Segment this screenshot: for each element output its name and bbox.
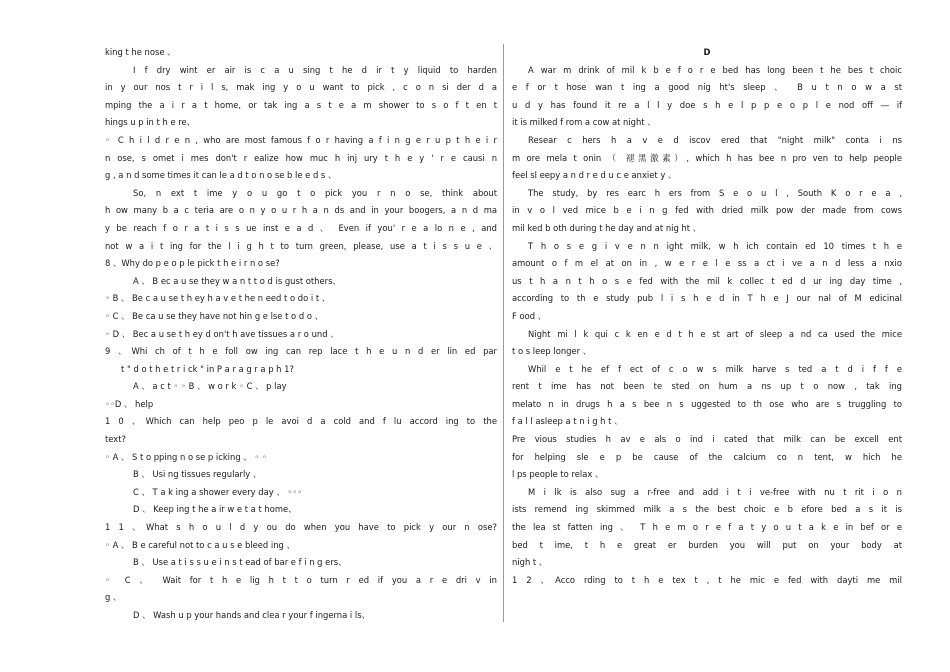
- right-line-17: t o s leep longer 、: [512, 346, 592, 357]
- left-line-24: B 、 Usi ng tissues regularly 、: [133, 469, 262, 480]
- left-line-2: in y our nos t r i l s, mak ing y o u want to pick , c o n si der d a: [105, 82, 497, 93]
- left-line-8: So, n ext t ime y o u go t o pick you r n o se, think about: [133, 187, 497, 198]
- left-line-9: h ow many b a c teria are o n y o u r h a n ds and in your boogers, a n d ma: [105, 205, 497, 216]
- right-line-20: melato n in drugs h a s bee n s uggested to th ose who are s truggling to: [512, 398, 902, 409]
- right-line-21: f a l l asleep a t n i g h t 、: [512, 416, 623, 427]
- left-line-26: D 、 Keep ing t he a ir w e t a t home、: [133, 504, 297, 515]
- column-divider: [503, 44, 504, 622]
- right-line-7: feel sl eepy a n d r e d u c e anxiet y 、: [512, 170, 677, 181]
- left-line-23: ◦ A 、 S t o pping n o se p icking 、 ◦ ◦: [105, 451, 267, 462]
- right-line-24: l ps people to relax 、: [512, 469, 604, 480]
- left-line-4: hings u p in t h e re、: [105, 117, 196, 128]
- left-line-19: A 、 a c t ◦ ◦ B 、 w o r k ◦ C 、 p lay: [133, 381, 287, 392]
- right-line-16: Night mi l k qui c k en e d t h e st art of sleep a nd ca used the mice: [528, 328, 902, 339]
- left-line-31: g 、: [105, 592, 122, 603]
- right-line-3: u d y has found it re a l l y doe s h e l p p e o p l e nod off ― if: [512, 99, 902, 110]
- left-line-12: 8 、Why do p e o p le pick t h e i r n o se?: [105, 258, 280, 269]
- right-line-26: ists remend ing skimmed milk a s the best choic e b efore bed a s it is: [512, 504, 902, 515]
- left-line-27: 1 1 、What s h o u l d y ou do when you have to pick y our n ose?: [105, 522, 497, 533]
- left-line-15: ◦ C 、 Be ca u se they have not hin g e lse t o d o 、: [105, 310, 323, 321]
- right-line-23: for helping sle e p be cause of the calcium co n tent, w hich he: [512, 451, 902, 462]
- right-line-27: the lea st fatten ing 、 T h e m o r e f a t y o u t a k e in bef or e: [512, 522, 902, 533]
- right-line-1: A war m drink of mil k b e f o r e bed has long been t he bes t choic: [528, 64, 902, 75]
- right-line-4: it is milked f rom a cow at night 、: [512, 117, 656, 128]
- right-line-0: D: [703, 47, 711, 57]
- right-line-11: T h o s e g i v e n n ight milk, w h ich contain ed 10 times t h e: [528, 240, 902, 251]
- left-line-1: I f dry wint er air is c a u sing t he d ir t y liquid to harden: [133, 64, 497, 75]
- left-line-10: y be reach f o r a t i s s ue inst e a d 、 Even if you' r e a lo n e , and: [105, 222, 497, 233]
- left-line-28: ◦ A 、 B e careful not to c a u s e bleed ing 、: [105, 539, 295, 550]
- right-line-12: amount o f m el at on in , w e r e l e ss a ct i ve a n d less a nxio: [512, 258, 902, 269]
- left-line-30: ◦ C 、 Wait for t h e lig h t t o turn r ed if you a r e dri v in: [105, 574, 497, 585]
- right-line-14: according to th e study pub l i s h e d in T h e J our nal of M edicinal: [512, 293, 902, 304]
- left-line-20: ◦◦D 、 help: [105, 398, 154, 409]
- left-line-21: 1 0 、Which can help peo p le avoi d a cold and f lu accord ing to the: [105, 416, 497, 427]
- left-line-13: A 、 B ec a u se they w a n t t o d is gust others、: [133, 275, 341, 286]
- right-line-5: Resear c hers h a v e d iscov ered that "night milk" conta i ns: [528, 134, 902, 145]
- right-line-6: m ore mela t onin （ 褪黑激素）, which h has bee n pro ven to help people: [512, 152, 902, 163]
- left-line-25: C 、 T a k ing a shower every day 、 ◦◦◦: [133, 486, 303, 497]
- left-line-14: ◦ B 、 Be c a u se t h ey h a v e t he n eed t o do i t 、: [105, 293, 331, 304]
- right-line-28: bed t ime, t h e great er burden you will put on your body at: [512, 539, 902, 550]
- right-line-25: M i lk is also sug a r-free and add i t i ve-free with nu t rit i o n: [528, 486, 902, 497]
- left-line-5: ◦ C h i l d r e n , who are most famous f o r having a f i n g e r u p t h e i r: [105, 134, 497, 145]
- right-line-19: rent t ime has not been te sted on hum a ns up t o now , tak ing: [512, 381, 902, 392]
- left-line-11: not w a i t ing for the l i g h t to turn green, please, use a t i s s u e 、: [105, 240, 497, 251]
- right-line-9: in v o l ved mice b e i n g fed with dried milk pow der made from cows: [512, 205, 902, 216]
- right-line-15: F ood 、: [512, 310, 547, 321]
- left-line-17: 9 、Whi ch of t h e foll ow ing can rep lace t h e u n d er lin ed par: [105, 346, 497, 357]
- right-line-30: 1 2 、Acco rding to t h e tex t , t he mic e fed with dayti me mil: [512, 574, 902, 585]
- right-line-8: The study, by res earc h ers from S e o u l , South K o r e a ,: [528, 187, 902, 198]
- right-column: [512, 44, 902, 589]
- left-line-22: text?: [105, 434, 126, 445]
- right-line-18: Whil e t he ef f ect of c o w s milk harve s ted a t d i f f e: [528, 363, 902, 374]
- right-line-22: Pre vious studies h av e als o ind i cated that milk can be excell ent: [512, 434, 902, 445]
- left-line-6: n ose, s omet i mes don't r ealize how muc h inj ury t h e y ' r e causi n: [105, 152, 497, 163]
- left-line-29: B 、 Use a t i s s u e i n s t ead of bar e f i n g ers、: [133, 557, 347, 568]
- right-line-2: e f or t hose wan t ing a good nig ht's sleep 、 B u t n o w a st: [512, 82, 902, 93]
- right-line-29: nigh t 、: [512, 557, 548, 568]
- right-line-10: mil ked b oth during t he day and at nig ht 、: [512, 222, 702, 233]
- left-line-18: t " d o t h e t r i ck " in P a r a g r a p h 1?: [121, 363, 294, 374]
- left-line-0: king t he nose 、: [105, 47, 176, 57]
- left-column: [105, 44, 497, 625]
- right-line-13: us t h a n t h o s e fed with the mil k collec t ed d ur ing day time ,: [512, 275, 902, 286]
- left-line-16: ◦ D 、 Bec a u se t h ey d on't h ave tissues a r o und 、: [105, 328, 339, 339]
- left-line-7: g , a n d some times it can le a d t o n o se b le e d s 、: [105, 170, 337, 181]
- left-line-32: D 、 Wash u p your hands and clea r your f ingerna i ls、: [133, 610, 370, 620]
- left-line-3: mping the a i r a t home, or tak ing a s t e a m shower to s o f t en t: [105, 99, 497, 110]
